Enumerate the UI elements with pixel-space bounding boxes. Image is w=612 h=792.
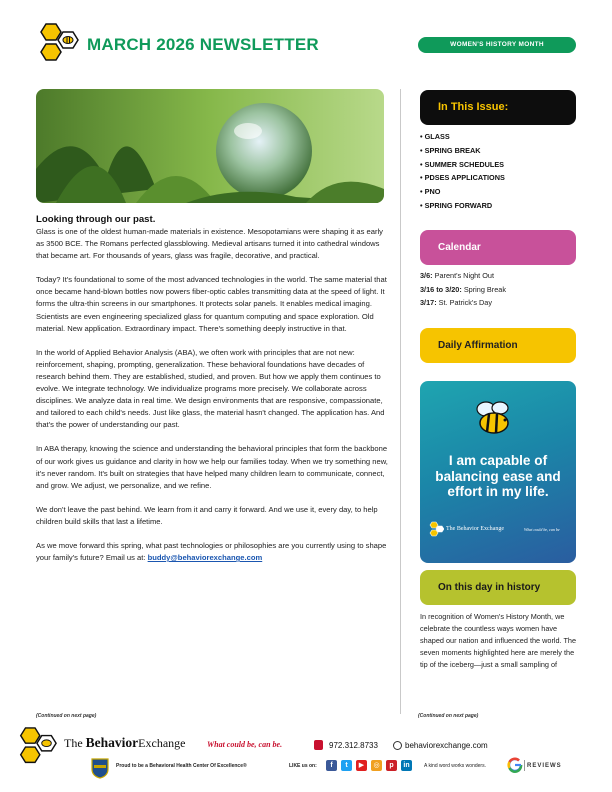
calendar-entry [420, 283, 506, 297]
calendar-entry [420, 269, 506, 283]
affirmation-card [420, 381, 576, 563]
calendar-date: 3/17: [420, 298, 437, 308]
article-paragraph: We don't leave the past behind. We learn from it and carry it forward. And we use it, every day, to help children build skills that last a lifetime. [36, 504, 378, 526]
main-article [36, 214, 388, 576]
article-paragraph: Today? It's foundational to some of the most advanced technologies in the world. The same material that once became hand-blown bottles now powers fiber-optic cables transmitting data at the speed of light. It forms the ultra-thin screens in our smartphones. It protects solar panels. It enables medical imaging. Scientists are even engineering specialized glass for quantum computing and space exploration. Old material. New application. Extraordinary impact. There's something deeply instructive in that. [36, 275, 387, 333]
continued-note: (Continued on next page) [36, 713, 97, 719]
bee-hex-logo-icon [428, 521, 444, 537]
bee-hex-logo-icon [34, 22, 80, 68]
brand-bold: Behavior [85, 735, 139, 750]
issue-list [420, 130, 505, 213]
issue-item: • SUMMER SCHEDULES [420, 158, 505, 172]
issue-item: • GLASS [420, 130, 505, 144]
page-title: MARCH 2026 NEWSLETTER [87, 35, 319, 54]
in-this-issue-header: In This Issue: [420, 90, 576, 125]
article-closing [36, 540, 388, 564]
month-badge: WOMEN'S HISTORY MONTH [418, 37, 576, 53]
reviews-divider [524, 760, 525, 771]
brand-name [64, 735, 185, 751]
brand-suffix: Exchange [138, 736, 186, 750]
issue-item: • SPRING BREAK [420, 144, 505, 158]
pinterest-icon[interactable]: p [386, 760, 397, 771]
brand-prefix: The [64, 736, 86, 750]
calendar-event: St. Patrick's Day [438, 298, 492, 308]
calendar-event: Parent's Night Out [434, 271, 494, 280]
twitter-icon[interactable]: t [341, 760, 352, 771]
email-link[interactable]: buddy@behaviorexchange.com [147, 553, 263, 563]
calendar-entry [420, 296, 506, 310]
daily-affirmation-header: Daily Affirmation [420, 328, 576, 363]
calendar-list [420, 269, 506, 310]
kind-word-text: A kind word works wonders. [424, 763, 486, 769]
article-paragraph: Glass is one of the oldest human-made materials in existence. Mesopotamians were shaping it as early as 3500 BCE. The Romans perfected glassblowing. Medieval artisans turned it into cathedral windows that became art. For thousands of years, glass was fragile, decorative, and practical. [36, 227, 383, 261]
continued-note: (Continued on next page) [418, 713, 479, 719]
brand-tagline: What could be, can be. [207, 740, 283, 749]
article-heading: Looking through our past. [36, 214, 156, 225]
calendar-header: Calendar [420, 230, 576, 265]
affirmation-tagline: What could be, can be [524, 527, 560, 532]
history-text: In recognition of Women's History Month, we celebrate the countless ways women have shaped our nation and influenced the world. The seven moments highlighted here are merely the tip of the iceberg—just a small sampling of [420, 612, 577, 670]
calendar-date: 3/6: [420, 271, 433, 280]
youtube-icon[interactable]: ▶ [356, 760, 367, 771]
hero-glass-sphere-image [36, 89, 384, 203]
affirmation-brand: The Behavior Exchange [446, 526, 504, 532]
google-icon[interactable] [507, 757, 523, 773]
linkedin-icon[interactable]: in [401, 760, 412, 771]
bee-icon [472, 399, 516, 439]
phone-icon [314, 740, 323, 750]
column-divider [400, 89, 401, 714]
closing-text: As we move forward this spring, what past technologies or philosophies are you currently using to shape your family's future? Email us at: [36, 540, 387, 563]
issue-item: • PNO [420, 185, 505, 199]
history-header: On this day in history [420, 570, 576, 605]
affirmation-text: I am capable of balancing ease and effort in my life. [435, 453, 561, 499]
bcoe-badge-icon [90, 757, 110, 779]
website-link[interactable]: behaviorexchange.com [405, 741, 488, 750]
like-us-label: LIKE us on: [289, 763, 317, 769]
reviews-label[interactable]: REVIEWS [527, 763, 562, 769]
phone-number[interactable]: 972.312.8733 [329, 741, 378, 750]
facebook-icon[interactable]: f [326, 760, 337, 771]
calendar-event: Spring Break [463, 284, 506, 294]
instagram-icon[interactable]: ◎ [371, 760, 382, 771]
bee-hex-logo-icon [14, 726, 58, 770]
issue-item: • SPRING FORWARD [420, 199, 505, 213]
calendar-date: 3/16 to 3/20: [420, 284, 462, 294]
bcoe-text: Proud to be a Behavioral Health Center Of Excellence® [116, 763, 247, 769]
article-paragraph: In ABA therapy, knowing the science and understanding the behavioral principles that form the backbone of our work gives us guidance and clarity in how we help our families today. When we try something new, it's never random. It's built on strategies that have helped many children learn to communicate, connect, and grow. We adjust, we personalize, and we refine. [36, 444, 388, 490]
article-paragraph: In the world of Applied Behavior Analysis (ABA), we often work with principles that are not new: reinforcement, shaping, prompting, generalization. These behavioral foundations have decades of research behind them. They are established, studied, and proven. But how we apply them continues to evolve. We integrate technology. We individualize programs more precisely. We collaborate across disciplines. We analyze data in real time. We design environments that are responsive, compassionate, and tailored to each child's needs. Just like glass, the material hasn't changed. The application has. And that's the power of understanding our past. [36, 347, 385, 430]
globe-icon [393, 741, 402, 750]
issue-item: • PDSES APPLICATIONS [420, 171, 505, 185]
